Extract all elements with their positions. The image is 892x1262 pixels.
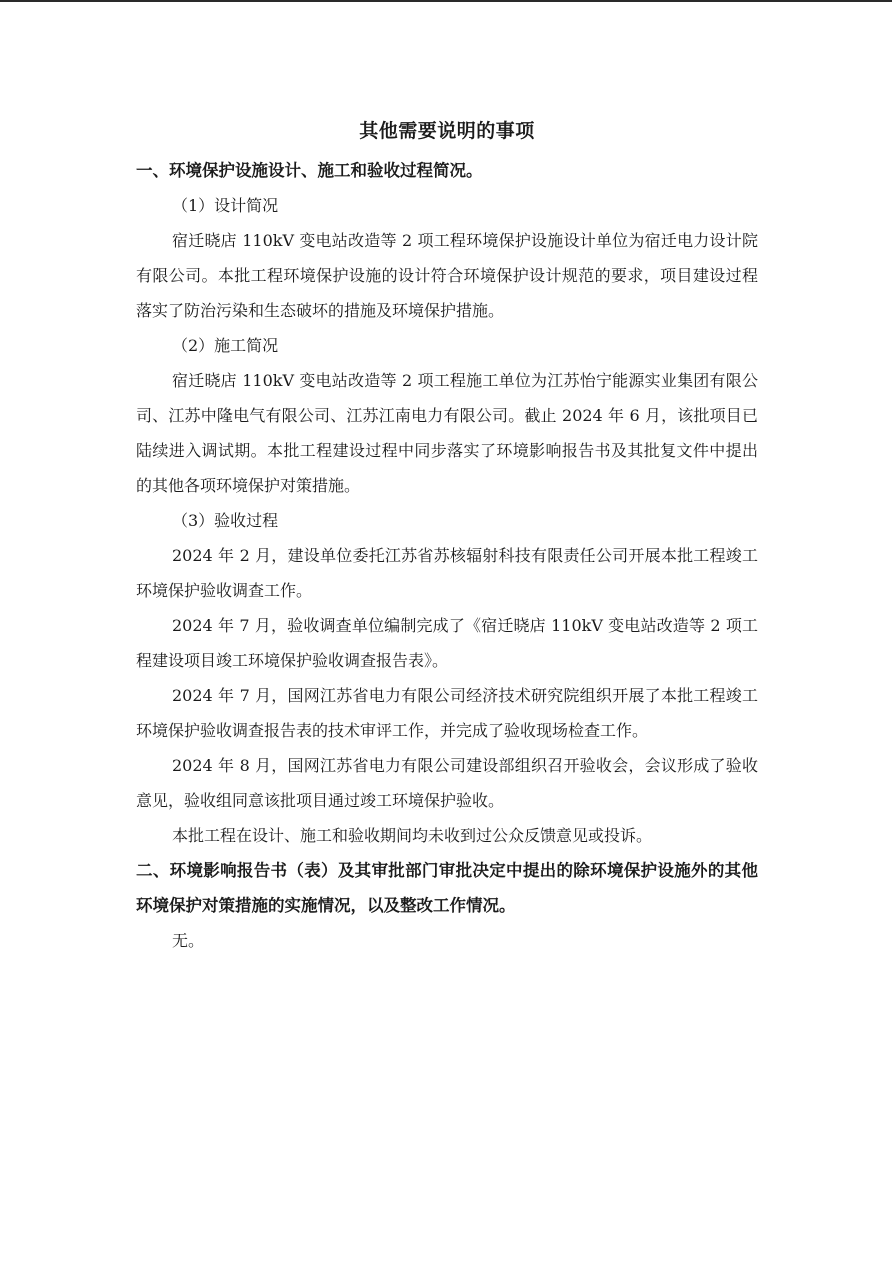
acceptance-paragraph: 2024 年 8 月，国网江苏省电力有限公司建设部组织召开验收会，会议形成了验收意见，验收组同意该批项目通过竣工环境保护验收。 bbox=[136, 756, 758, 810]
design-summary-label: （1）设计简况 bbox=[172, 196, 279, 215]
design-summary-text: 宿迁晓店 110kV 变电站改造等 2 项工程环境保护设施设计单位为宿迁电力设计院有限公司。本批工程环境保护设施的设计符合环境保护设计规范的要求，项目建设过程落实了防治污染和生态破坏的措施及环境保护措施。 bbox=[136, 231, 758, 320]
section-2-heading: 二、环境影响报告书（表）及其审批部门审批决定中提出的除环境保护设施外的其他环境保护对策措施的实施情况，以及整改工作情况。 bbox=[136, 861, 758, 915]
document-title: 其他需要说明的事项 bbox=[359, 120, 535, 142]
document-page bbox=[136, 112, 758, 958]
construction-summary-label: （2）施工简况 bbox=[172, 336, 279, 355]
section-2-text: 无。 bbox=[172, 931, 205, 950]
construction-summary-text: 宿迁晓店 110kV 变电站改造等 2 项工程施工单位为江苏怡宁能源实业集团有限公司、江苏中隆电气有限公司、江苏江南电力有限公司。截止 2024 年 6 月，该批项目已陆续进入调试期。本批工程建设过程中同步落实了环境影响报告书及其批复文件中提出的其他各项环境保护对策措施。 bbox=[136, 371, 758, 495]
page-top-border bbox=[0, 0, 892, 2]
acceptance-paragraph: 2024 年 7 月，验收调查单位编制完成了《宿迁晓店 110kV 变电站改造等 2 项工程建设项目竣工环境保护验收调查报告表》。 bbox=[136, 616, 758, 670]
section-1-heading: 一、环境保护设施设计、施工和验收过程简况。 bbox=[136, 161, 483, 180]
acceptance-paragraph: 2024 年 2 月，建设单位委托江苏省苏核辐射科技有限责任公司开展本批工程竣工环境保护验收调查工作。 bbox=[136, 546, 758, 600]
acceptance-process-label: （3）验收过程 bbox=[172, 511, 279, 530]
acceptance-paragraph: 2024 年 7 月，国网江苏省电力有限公司经济技术研究院组织开展了本批工程竣工环境保护验收调查报告表的技术审评工作，并完成了验收现场检查工作。 bbox=[136, 686, 758, 740]
acceptance-paragraph: 本批工程在设计、施工和验收期间均未收到过公众反馈意见或投诉。 bbox=[172, 826, 653, 845]
